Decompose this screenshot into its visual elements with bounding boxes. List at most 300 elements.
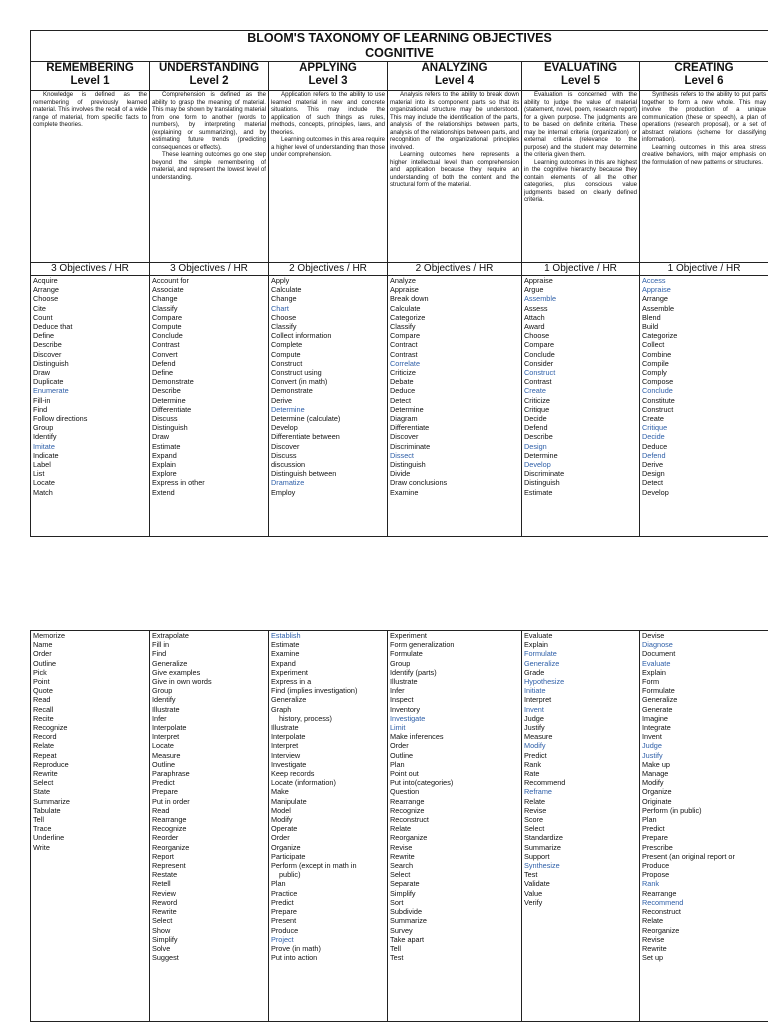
verb-item: Hypothesize: [524, 677, 565, 687]
verb-item: Predict: [271, 897, 294, 907]
verb-item: Prove (in math): [271, 943, 321, 953]
verb-item: Order: [390, 741, 409, 751]
verb-item: Construct: [642, 404, 674, 414]
page-top-section: [0, 30, 768, 550]
verb-item: Invent: [642, 732, 662, 742]
objectives-per-hour: 2 Objectives / HR: [269, 263, 388, 276]
verb-item: Rewrite: [642, 943, 667, 953]
verb-item: Limit: [390, 723, 406, 733]
verb-item: Graph: [271, 704, 292, 714]
verb-item: Match: [33, 487, 53, 497]
verb-list: [524, 276, 637, 497]
verb-item: Standardize: [524, 833, 563, 843]
verb-item: Illustrate: [271, 723, 299, 733]
description-paragraph: Learning outcomes here represents a higher intellectual level than comprehension and application because they require an understanding of both the content and the structural form of the material.: [390, 151, 519, 188]
verb-item: Present (an original report or: [642, 851, 735, 861]
verb-item: Produce: [642, 861, 670, 871]
verb-item: Put into action: [271, 953, 318, 963]
verb-item: Recall: [33, 704, 54, 714]
verb-item: Model: [271, 805, 291, 815]
verb-item: Question: [390, 787, 420, 797]
verb-item: Interpret: [152, 732, 180, 742]
verb-item: Identify: [152, 695, 176, 705]
verb-item: Discover: [271, 441, 300, 451]
verb-item: Generate: [642, 704, 673, 714]
verb-item: Divide: [390, 469, 411, 479]
verb-item: Determine: [524, 450, 558, 460]
verb-item: Decide: [642, 432, 665, 442]
verb-item: Modify: [642, 778, 664, 788]
title-line-1: BLOOM'S TAXONOMY OF LEARNING OBJECTIVES: [247, 31, 552, 45]
verb-item: Deduce: [390, 386, 416, 396]
column-header: [640, 62, 768, 91]
verb-item: Put into(categories): [390, 778, 454, 788]
verb-item: Compute: [271, 349, 301, 359]
description-paragraph: These learning outcomes go one step beyond the simple remembering of material, and represent the lowest level of understanding.: [152, 151, 266, 181]
verb-item: Plan: [390, 759, 405, 769]
verb-item: Compare: [152, 312, 183, 322]
column-name: EVALUATING: [543, 62, 618, 74]
verb-item: Select: [33, 778, 54, 788]
verb-item: Integrate: [642, 723, 671, 733]
verb-item: Imitate: [33, 441, 55, 451]
verb-item: public): [279, 870, 301, 880]
verb-item: Reword: [152, 897, 178, 907]
verb-item: Derive: [642, 460, 664, 470]
verb-item: Compose: [642, 377, 674, 387]
verb-item: Formulate: [642, 686, 675, 696]
verb-item: Formulate: [524, 649, 557, 659]
verb-item: Inspect: [390, 695, 414, 705]
verb-item: Formulate: [390, 649, 423, 659]
verb-list: [524, 631, 637, 907]
verb-item: Retell: [152, 879, 171, 889]
verb-item: Present: [271, 916, 297, 926]
verb-item: Express in a: [271, 677, 312, 687]
verb-item: Restate: [152, 870, 178, 880]
verb-item: Estimate: [524, 487, 553, 497]
verb-item: Demonstrate: [152, 377, 194, 387]
verb-item: Decide: [524, 414, 547, 424]
verb-item: Employ: [271, 487, 296, 497]
verb-item: State: [33, 787, 51, 797]
verb-item: Synthesize: [524, 861, 560, 871]
verb-item: Associate: [152, 285, 184, 295]
verb-item: Test: [524, 870, 538, 880]
verb-item: Assess: [524, 303, 548, 313]
verb-item: Cite: [33, 303, 46, 313]
verb-item: Illustrate: [390, 677, 418, 687]
verb-item: Point out: [390, 769, 419, 779]
verb-item: Recite: [33, 713, 54, 723]
verb-item: Criticize: [524, 395, 550, 405]
verb-item: Duplicate: [33, 377, 64, 387]
verb-list-cell: [522, 631, 640, 1022]
verb-item: Enumerate: [33, 386, 69, 396]
verb-item: Draw: [152, 432, 170, 442]
verb-item: Originate: [642, 796, 672, 806]
verb-item: Comply: [642, 368, 667, 378]
verb-item: Differentiate: [390, 423, 430, 433]
objectives-per-hour: 3 Objectives / HR: [150, 263, 269, 276]
verb-item: Estimate: [271, 640, 300, 650]
verb-item: Find (implies investigation): [271, 686, 358, 696]
verb-list-cell: [640, 631, 768, 1022]
verb-item: Order: [33, 649, 52, 659]
verb-item: Modify: [271, 815, 293, 825]
verb-item: Discriminate: [524, 469, 565, 479]
verb-item: Modify: [524, 741, 546, 751]
verb-item: Critique: [642, 423, 668, 433]
verb-list: [33, 276, 147, 497]
verb-item: Label: [33, 460, 51, 470]
verb-item: Recommend: [642, 897, 684, 907]
verb-item: Account for: [152, 276, 189, 285]
column-description: [269, 91, 388, 263]
verb-item: Reorganize: [642, 925, 680, 935]
verb-item: Name: [33, 640, 53, 650]
column-level: Level 5: [561, 75, 600, 87]
verb-item: Discover: [33, 349, 62, 359]
verb-item: Report: [152, 851, 174, 861]
verb-item: Explain: [524, 640, 548, 650]
verb-item: Interpolate: [152, 723, 187, 733]
verb-item: Discuss: [152, 414, 178, 424]
verb-item: Set up: [642, 953, 664, 963]
verb-item: Review: [152, 888, 176, 898]
verb-item: Draw conclusions: [390, 478, 448, 488]
verb-item: Explain: [152, 460, 176, 470]
verb-list-cell: [31, 631, 150, 1022]
verb-item: Arrange: [642, 294, 668, 304]
verb-item: Choose: [524, 331, 550, 341]
verb-item: Contrast: [390, 349, 418, 359]
description-paragraph: Knowledge is defined as the remembering of previously learned material. This involves the recall of a wide range of material, from specific facts to complete theories.: [33, 91, 147, 128]
verb-item: Practice: [271, 888, 298, 898]
description-paragraph: Analysis refers to the ability to break down material into its component parts so that its organizational structure may be understood. This may include the identification of the parts, analysis of the relationships between parts, analysis of the relationships between parts, and recognition of the organizational principles involved.: [390, 91, 519, 151]
verb-item: Distinguish: [390, 460, 426, 470]
verb-item: Determine: [152, 395, 186, 405]
verb-item: Tell: [33, 815, 44, 825]
verb-item: Group: [152, 686, 173, 696]
verb-item: Collect: [642, 340, 665, 350]
verb-item: Relate: [390, 824, 412, 834]
verb-item: Distinguish between: [271, 469, 337, 479]
column-level: Level 3: [308, 75, 348, 87]
column-description: [640, 91, 768, 263]
verb-item: Distinguish: [33, 358, 69, 368]
verb-item: Simplify: [152, 934, 178, 944]
verb-item: Point: [33, 677, 50, 687]
verb-item: Dramatize: [271, 478, 305, 488]
verb-item: Deduce: [642, 441, 668, 451]
verb-item: Generalize: [524, 658, 560, 668]
verb-item: Measure: [524, 732, 553, 742]
verb-item: Predict: [152, 778, 175, 788]
verb-item: Contrast: [152, 340, 180, 350]
taxonomy-table-bottom: [30, 630, 768, 1022]
verb-item: Pick: [33, 667, 47, 677]
verb-item: Grade: [524, 667, 545, 677]
verb-item: Conclude: [152, 331, 183, 341]
verb-item: Investigate: [390, 713, 426, 723]
verb-item: Repeat: [33, 750, 57, 760]
verb-item: Examine: [390, 487, 419, 497]
verb-item: Acquire: [33, 276, 58, 285]
verb-item: Compute: [152, 322, 182, 332]
verb-item: Access: [642, 276, 666, 285]
column-level: Level 6: [684, 75, 724, 87]
verb-item: Conclude: [524, 349, 555, 359]
column-level: Level 4: [435, 75, 474, 87]
column-level: Level 2: [189, 75, 229, 87]
verb-item: Trace: [33, 824, 52, 834]
verb-item: Read: [33, 695, 51, 705]
verb-item: Determine (calculate): [271, 414, 341, 424]
verb-item: Group: [33, 423, 54, 433]
verb-item: List: [33, 469, 45, 479]
verb-item: Rearrange: [390, 796, 425, 806]
column-header: [522, 62, 640, 91]
verb-item: Attach: [524, 312, 545, 322]
verb-item: Appraise: [642, 285, 671, 295]
verb-item: Score: [524, 815, 544, 825]
verb-item: Form: [642, 677, 660, 687]
description-paragraph: Learning outcomes in this area stress creative behaviors, with major emphasis on the formulation of new patterns or structures.: [642, 143, 767, 166]
verb-item: Reorganize: [390, 833, 428, 843]
verb-item: Summarize: [524, 842, 561, 852]
verb-item: Appraise: [524, 276, 553, 285]
verb-list: [271, 631, 385, 962]
verb-list-cell: [150, 276, 269, 537]
verb-item: Make inferences: [390, 732, 444, 742]
verb-item: Infer: [152, 713, 167, 723]
column-name: APPLYING: [299, 62, 357, 74]
verb-item: Combine: [642, 349, 672, 359]
verb-item: Judge: [524, 713, 544, 723]
verb-item: Test: [390, 953, 404, 963]
objectives-per-hour: 1 Objective / HR: [640, 263, 768, 276]
verb-item: Defend: [524, 423, 548, 433]
column-description: [522, 91, 640, 263]
verb-item: Rearrange: [642, 888, 677, 898]
verb-item: Evaluate: [524, 631, 553, 640]
verb-item: Recommend: [524, 778, 566, 788]
verb-item: Predict: [524, 750, 547, 760]
verb-item: Locate (information): [271, 778, 336, 788]
verb-item: Define: [33, 331, 55, 341]
verb-item: Organize: [642, 787, 672, 797]
verb-item: Categorize: [390, 312, 426, 322]
verb-item: Diagram: [390, 414, 418, 424]
verb-item: Contrast: [524, 377, 552, 387]
verb-item: Illustrate: [152, 704, 180, 714]
verb-item: Give in own words: [152, 677, 212, 687]
verb-item: Demonstrate: [271, 386, 313, 396]
verb-item: Compare: [390, 331, 421, 341]
verb-item: Choose: [271, 312, 297, 322]
verb-item: Make: [271, 787, 289, 797]
verb-item: Perform (in public): [642, 805, 702, 815]
verb-item: Explain: [642, 667, 666, 677]
verb-item: Summarize: [390, 916, 427, 926]
verb-item: Draw: [33, 368, 51, 378]
verb-item: Analyze: [390, 276, 416, 285]
verb-item: Constitute: [642, 395, 675, 405]
verb-item: Explore: [152, 469, 177, 479]
objectives-per-hour: 1 Objective / HR: [522, 263, 640, 276]
verb-item: Tell: [390, 943, 401, 953]
verb-item: Reorganize: [152, 842, 190, 852]
verb-item: Defend: [642, 450, 666, 460]
objectives-per-hour: 3 Objectives / HR: [31, 263, 150, 276]
verb-item: Sort: [390, 897, 404, 907]
verb-item: Underline: [33, 833, 65, 843]
verb-item: Contract: [390, 340, 418, 350]
verb-item: Simplify: [390, 888, 416, 898]
verb-item: Develop: [524, 460, 551, 470]
verb-item: Judge: [642, 741, 662, 751]
verb-item: Predict: [642, 824, 665, 834]
verb-item: Prepare: [152, 787, 178, 797]
verb-item: Identify (parts): [390, 667, 437, 677]
verb-item: Construct: [524, 368, 556, 378]
verb-item: Survey: [390, 925, 413, 935]
verb-item: Correlate: [390, 358, 421, 368]
description-paragraph: Application refers to the ability to use learned material in new and concrete situations. This may include the application of such things as rules, methods, concepts, principles, laws, and theories.: [271, 91, 385, 136]
verb-item: Outline: [33, 658, 57, 668]
verb-item: Rank: [642, 879, 660, 889]
verb-item: Recognize: [390, 805, 425, 815]
column-header: [388, 62, 522, 91]
verb-list: [152, 276, 266, 497]
verb-item: Generalize: [642, 695, 678, 705]
verb-item: Indicate: [33, 450, 59, 460]
verb-item: Criticize: [390, 368, 416, 378]
verb-item: Relate: [642, 916, 664, 926]
verb-item: Calculate: [271, 285, 302, 295]
verb-item: Calculate: [390, 303, 421, 313]
verb-item: Conclude: [642, 386, 673, 396]
verb-item: Organize: [271, 842, 301, 852]
verb-item: Produce: [271, 925, 299, 935]
verb-item: Compare: [524, 340, 555, 350]
taxonomy-table-top: [30, 30, 768, 537]
verb-item: Differentiate: [152, 404, 192, 414]
verb-list-cell: [269, 276, 388, 537]
verb-list-cell: [522, 276, 640, 537]
table-title: [31, 31, 768, 62]
verb-item: Compile: [642, 358, 669, 368]
verb-item: Locate: [152, 741, 174, 751]
verb-item: Extrapolate: [152, 631, 189, 640]
verb-item: Prepare: [642, 833, 668, 843]
verb-item: Choose: [33, 294, 59, 304]
verb-item: Diagnose: [642, 640, 673, 650]
verb-item: Express in other: [152, 478, 205, 488]
verb-item: Complete: [271, 340, 303, 350]
verb-item: Evaluate: [642, 658, 671, 668]
verb-item: Recognize: [33, 723, 68, 733]
verb-item: Suggest: [152, 953, 179, 963]
verb-item: Critique: [524, 404, 550, 414]
verb-item: Reframe: [524, 787, 552, 797]
verb-item: Discriminate: [390, 441, 431, 451]
verb-item: Experiment: [271, 667, 308, 677]
verb-item: Assemble: [524, 294, 557, 304]
verb-item: Establish: [271, 631, 301, 640]
verb-item: Form generalization: [390, 640, 455, 650]
verb-item: Separate: [390, 879, 420, 889]
verb-item: Invent: [524, 704, 544, 714]
column-name: ANALYZING: [421, 62, 488, 74]
description-paragraph: Learning outcomes in this are highest in the cognitive hierarchy because they contain elements of all the other categories, plus conscious value judgments based on clearly defined criteria.: [524, 158, 637, 203]
column-name: UNDERSTANDING: [158, 62, 260, 74]
verb-item: Tabulate: [33, 805, 61, 815]
column-header: [150, 62, 269, 91]
page-bottom-section: [0, 630, 768, 1024]
verb-item: discussion: [271, 460, 306, 470]
verb-item: Project: [271, 934, 294, 944]
column-name: CREATING: [674, 62, 734, 74]
verb-item: Create: [524, 386, 546, 396]
verb-item: Document: [642, 649, 676, 659]
verb-item: Rewrite: [33, 769, 58, 779]
verb-item: Identify: [33, 432, 57, 442]
verb-item: Differentiate between: [271, 432, 340, 442]
verb-item: Debate: [390, 377, 414, 387]
verb-item: Detect: [390, 395, 412, 405]
verb-item: Reconstruct: [390, 815, 429, 825]
verb-item: Relate: [33, 741, 55, 751]
verb-item: Classify: [152, 303, 178, 313]
verb-item: Outline: [390, 750, 414, 760]
verb-item: Prescribe: [642, 842, 673, 852]
verb-item: Blend: [642, 312, 661, 322]
verb-item: Design: [642, 469, 665, 479]
verb-list: [642, 276, 766, 497]
verb-item: Reproduce: [33, 759, 69, 769]
verb-item: Detect: [642, 478, 664, 488]
verb-item: Dissect: [390, 450, 414, 460]
verb-item: Read: [152, 805, 170, 815]
verb-item: Fill in: [152, 640, 170, 650]
verb-list-cell: [640, 276, 768, 537]
verb-list: [33, 631, 147, 852]
verb-item: Interview: [271, 750, 301, 760]
verb-item: Develop: [642, 487, 669, 497]
verb-item: Take apart: [390, 934, 425, 944]
verb-item: Distinguish: [152, 423, 188, 433]
verb-item: Recognize: [152, 824, 187, 834]
verb-item: Create: [642, 414, 664, 424]
verb-item: Interpret: [524, 695, 552, 705]
verb-item: Give examples: [152, 667, 201, 677]
verb-item: Support: [524, 851, 550, 861]
verb-item: Reorder: [152, 833, 179, 843]
verb-item: Rank: [524, 759, 542, 769]
verb-item: Record: [33, 732, 57, 742]
verb-item: Solve: [152, 943, 171, 953]
verb-item: Rewrite: [390, 851, 415, 861]
verb-item: Summarize: [33, 796, 70, 806]
verb-item: Expand: [152, 450, 177, 460]
verb-item: Reconstruct: [642, 907, 681, 917]
verb-item: Memorize: [33, 631, 66, 640]
verb-item: Rearrange: [152, 815, 187, 825]
verb-item: Revise: [642, 934, 665, 944]
description-paragraph: Synthesis refers to the ability to put parts together to form a new whole. This may involve the production of a unique communication (these or speech), a plan of operations (research proposal), or a set of abstract relations (scheme for classifying information).: [642, 91, 767, 143]
